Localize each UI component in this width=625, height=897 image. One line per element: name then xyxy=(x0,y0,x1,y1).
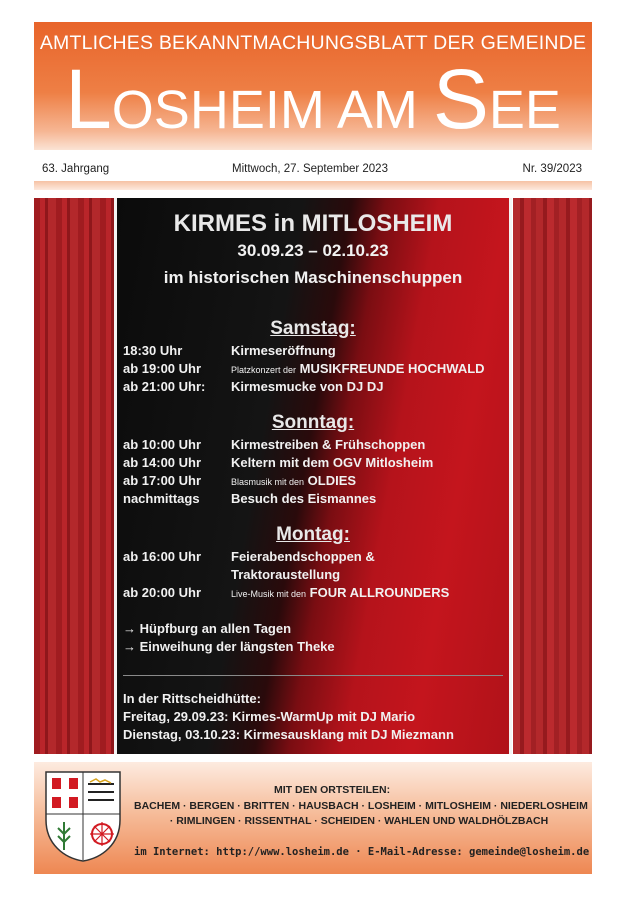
schedule-row: ab 19:00 Uhr Platzkonzert der MUSIKFREUNDE HOCHWALD xyxy=(123,361,485,376)
schedule-row: 18:30 Uhr Kirmeseröffnung xyxy=(123,343,336,358)
poster-footer-line: Freitag, 29.09.23: Kirmes-WarmUp mit DJ Mario xyxy=(123,709,416,724)
issue-date: Mittwoch, 27. September 2023 xyxy=(232,163,388,175)
wood-panel-right xyxy=(513,198,592,754)
schedule-row: ab 16:00 Uhr Feierabendschoppen & xyxy=(123,549,375,564)
poster-footer-line: In der Rittscheidhütte: xyxy=(123,691,261,706)
schedule-row: nachmittags Besuch des Eismannes xyxy=(123,491,377,506)
schedule-row: ab 21:00 Uhr: Kirmesmucke von DJ DJ xyxy=(123,379,384,394)
kirmes-poster xyxy=(114,198,512,754)
poster-venue: im historischen Maschinenschuppen xyxy=(163,268,463,287)
poster-divider xyxy=(123,675,503,676)
issue-number: Nr. 39/2023 xyxy=(522,163,582,175)
poster-bullet: → Einweihung der längsten Theke xyxy=(123,639,335,654)
issue-info xyxy=(42,163,582,179)
poster-title: KIRMES in MITLOSHEIM xyxy=(173,210,453,237)
schedule-row: ab 14:00 Uhr Keltern mit dem OGV Mitlosheim xyxy=(123,455,434,470)
poster-bullet: → Hüpfburg an allen Tagen xyxy=(123,621,292,636)
page-footer xyxy=(34,762,592,874)
districts-line-2: · RIMLINGEN · RISSENTHAL · SCHEIDEN · WAHLEN UND WALDHÖLZBACH xyxy=(169,815,549,827)
schedule-row: ab 20:00 Uhr Live-Musik mit den FOUR ALLROUNDERS xyxy=(123,585,450,600)
schedule-row: ab 17:00 Uhr Blasmusik mit den OLDIES xyxy=(123,473,357,488)
schedule-row: Traktoraustellung xyxy=(231,567,341,582)
districts-heading: MIT DEN ORTSTEILEN: xyxy=(274,784,391,796)
masthead-subtitle: AMTLICHES BEKANNTMACHUNGSBLATT DER GEMEINDE xyxy=(39,32,587,54)
masthead xyxy=(34,22,592,150)
issue-volume: 63. Jahrgang xyxy=(42,163,110,175)
day-heading-samstag: Samstag: xyxy=(270,318,356,339)
day-heading-sonntag: Sonntag: xyxy=(271,412,355,433)
masthead-title: LOSHEIM AM SEE xyxy=(65,52,561,146)
wood-panel-left xyxy=(34,198,114,754)
contact-line: im Internet: http://www.losheim.de · E-Mail-Adresse: gemeinde@losheim.de xyxy=(134,846,590,858)
schedule-row: ab 10:00 Uhr Kirmestreiben & Frühschoppen xyxy=(123,437,426,452)
poster-footer-line: Dienstag, 03.10.23: Kirmesausklang mit DJ Miezmann xyxy=(123,727,454,742)
districts-line-1: BACHEM · BERGEN · BRITTEN · HAUSBACH · LOSHEIM · MITLOSHEIM · NIEDERLOSHEIM xyxy=(134,800,588,812)
day-heading-montag: Montag: xyxy=(276,524,350,545)
coat-of-arms-icon xyxy=(44,770,122,862)
header-rule xyxy=(34,181,592,190)
poster-dates: 30.09.23 – 02.10.23 xyxy=(237,241,389,260)
